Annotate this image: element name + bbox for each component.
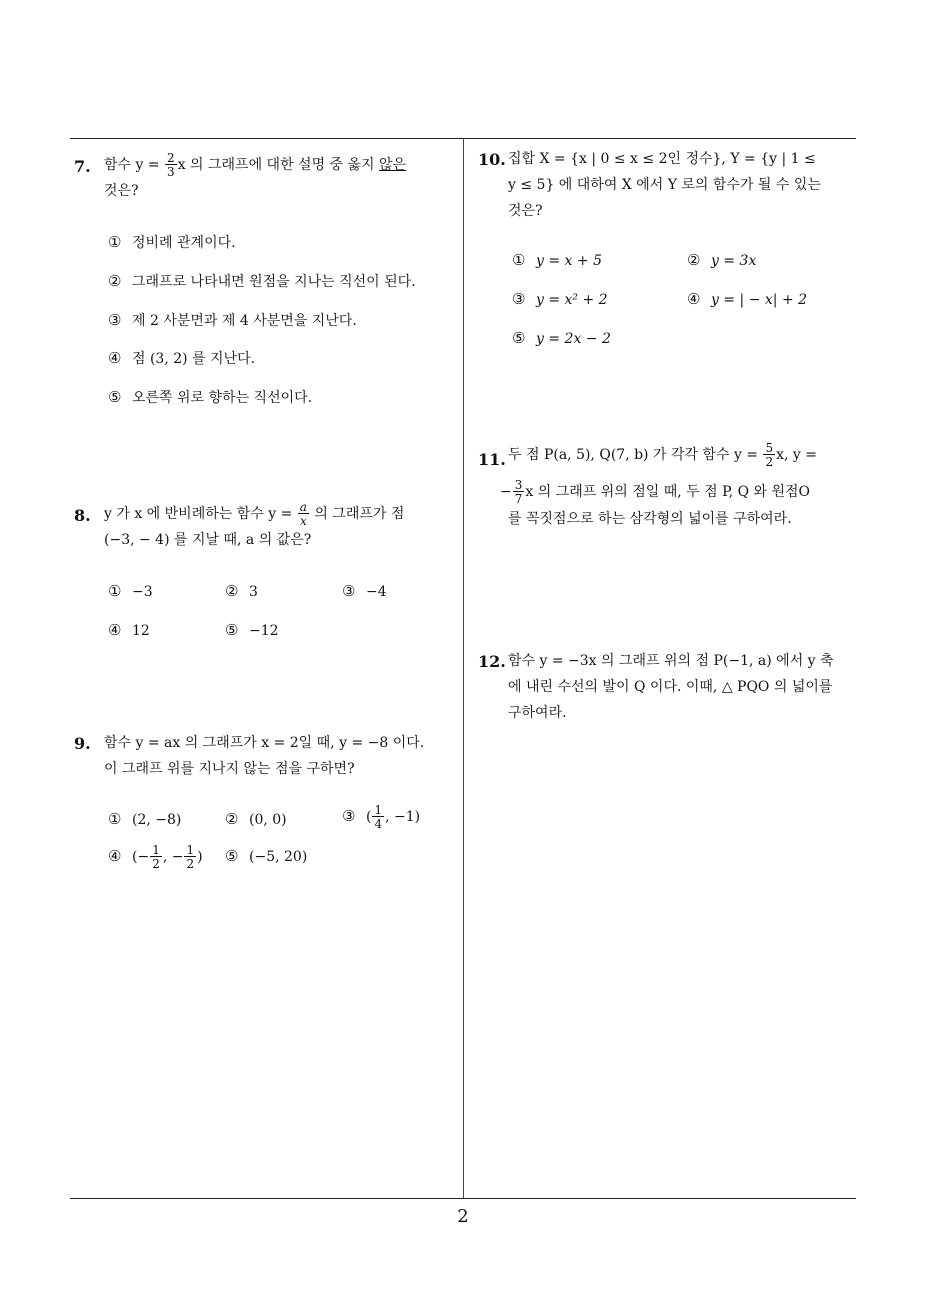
q12-line1: 함수 y = −3x 의 그래프 위의 점 P(−1, a) 에서 y 축 — [508, 653, 834, 669]
choice-text: 12 — [132, 623, 150, 639]
choice-text: −4 — [366, 584, 387, 600]
frac-num: 1 — [186, 843, 195, 857]
choice-post: ) — [197, 849, 203, 865]
choice-mark: ⑤ — [225, 847, 239, 865]
choice-mark: ④ — [108, 349, 122, 367]
q11-mid2: x 의 그래프 위의 점일 때, 두 점 P, Q 와 원점O — [525, 484, 810, 500]
q8-frac-num: a — [299, 500, 307, 514]
q12-line2: 에 내린 수선의 발이 Q 이다. 이때, △ PQO 의 넓이를 — [508, 679, 833, 695]
frac-num: 3 — [514, 478, 523, 492]
choice-mark: ⑤ — [225, 621, 239, 639]
q9-c3-fraction — [372, 804, 384, 830]
choice-text: (−5, 20) — [249, 849, 308, 865]
q10-stem — [508, 146, 860, 224]
frac-den: 7 — [514, 492, 523, 506]
q8-choice-1[interactable] — [108, 582, 153, 600]
choice-pre: ( — [366, 809, 372, 825]
choice-text: y = 2x − 2 — [536, 331, 611, 347]
choice-text: y = x + 5 — [536, 253, 602, 269]
bottom-rule — [70, 1198, 856, 1199]
choice-mark: ③ — [512, 290, 526, 308]
choice-text: y = | − x| + 2 — [711, 292, 808, 308]
page-number: 2 — [457, 1206, 469, 1227]
q12-number: 12. — [478, 652, 506, 671]
q10-choice-2[interactable] — [687, 251, 756, 269]
choice-mark: ① — [108, 810, 122, 828]
q8-fraction — [298, 501, 309, 527]
choice-text: 오른쪽 위로 향하는 직선이다. — [132, 390, 313, 406]
q10-choice-1[interactable] — [512, 251, 602, 269]
q7-frac-den: 3 — [167, 165, 175, 179]
frac-num: 1 — [374, 803, 383, 817]
q9-stem — [104, 730, 460, 782]
q12-line3: 구하여라. — [508, 705, 567, 721]
q11-line2 — [500, 477, 862, 507]
q10-line3: 것은? — [508, 203, 543, 219]
choice-text: (0, 0) — [249, 812, 287, 828]
q9-line1: 함수 y = ax 의 그래프가 x = 2일 때, y = −8 이다. — [104, 735, 425, 751]
q7-mid: x 의 그래프에 대한 설명 중 옳지 — [177, 157, 380, 173]
choice-mark: ③ — [342, 807, 356, 825]
choice-pre: (− — [132, 849, 150, 865]
choice-text: y = 3x — [711, 253, 757, 269]
choice-mark: ④ — [687, 290, 701, 308]
q7-pre: 함수 y = — [104, 157, 165, 173]
choice-mark: ⑤ — [512, 329, 526, 347]
choice-mark: ① — [512, 251, 526, 269]
q8-choice-4[interactable] — [108, 621, 150, 639]
q7-choice-5[interactable] — [108, 387, 312, 407]
q10-choice-3[interactable] — [512, 290, 608, 308]
choice-mark: ① — [108, 233, 122, 251]
q9-choice-5[interactable] — [225, 847, 307, 865]
q8-choice-3[interactable] — [342, 582, 387, 600]
q9-choice-3[interactable] — [342, 804, 420, 830]
q9-line2: 이 그래프 위를 지나지 않는 점을 구하면? — [104, 761, 355, 777]
q11-number: 11. — [478, 450, 506, 469]
q9-choice-1[interactable] — [108, 810, 181, 828]
q8-choice-5[interactable] — [225, 621, 279, 639]
q8-number: 8. — [74, 506, 91, 525]
choice-mark: ③ — [108, 311, 122, 329]
q9-number: 9. — [74, 734, 91, 753]
choice-mark: ② — [225, 582, 239, 600]
frac-num: 5 — [765, 441, 774, 455]
q7-choice-2[interactable] — [108, 271, 416, 291]
choice-mark: ④ — [108, 621, 122, 639]
q8-pre: y 가 x 에 반비례하는 함수 y = — [104, 506, 297, 522]
frac-num: 1 — [152, 843, 160, 857]
choice-text: (2, −8) — [132, 812, 182, 828]
q7-line2: 것은? — [104, 183, 139, 199]
choice-text: y = x² + 2 — [536, 292, 608, 308]
q7-choice-4[interactable] — [108, 348, 255, 368]
choice-mark: ① — [108, 582, 122, 600]
q11-mid1: x, y = — [776, 447, 818, 463]
q10-choice-5[interactable] — [512, 329, 611, 347]
q7-number: 7. — [74, 157, 91, 176]
q11-line3: 를 꼭짓점으로 하는 삼각형의 넓이를 구하여라. — [508, 511, 792, 527]
q10-choice-4[interactable] — [687, 290, 807, 308]
choice-text: −3 — [132, 584, 153, 600]
q9-c4-fraction-1 — [150, 844, 162, 870]
choice-mark: ④ — [108, 847, 122, 865]
frac-den: 2 — [186, 857, 195, 871]
q8-choice-2[interactable] — [225, 582, 258, 600]
q12-stem — [508, 648, 864, 726]
q9-choice-2[interactable] — [225, 810, 287, 828]
frac-den: 2 — [765, 455, 774, 469]
choice-mark: ② — [108, 272, 122, 290]
choice-mark: ⑤ — [108, 388, 122, 406]
q11-stem — [508, 440, 860, 470]
choice-text: 점 (3, 2) 를 지난다. — [132, 351, 256, 367]
q11-fraction-2 — [513, 479, 525, 505]
choice-mark: ② — [225, 810, 239, 828]
q10-line2: y ≤ 5} 에 대하여 X 에서 Y 로의 함수가 될 수 있는 — [508, 177, 821, 193]
choice-text: 정비례 관계이다. — [132, 235, 236, 251]
q10-line1: 집합 X = {x | 0 ≤ x ≤ 2인 정수}, Y = {y | 1 ≤ — [508, 151, 816, 167]
choice-text: 3 — [249, 584, 258, 600]
choice-text: −12 — [249, 623, 279, 639]
q10-number: 10. — [478, 150, 506, 169]
choice-mark: ② — [687, 251, 701, 269]
choice-text: 제 2 사분면과 제 4 사분면을 지난다. — [132, 313, 357, 329]
q7-choice-3[interactable] — [108, 310, 357, 330]
q9-choice-4[interactable] — [108, 844, 203, 870]
q11-fraction-1 — [763, 442, 775, 468]
column-divider — [463, 138, 464, 1199]
frac-den: 4 — [374, 817, 383, 831]
q8-frac-den: x — [299, 514, 307, 528]
q7-stem — [104, 152, 456, 204]
choice-post: , −1) — [385, 809, 421, 825]
q7-choice-1[interactable] — [108, 232, 236, 252]
q9-c4-fraction-2 — [184, 844, 196, 870]
choice-mark: ③ — [342, 582, 356, 600]
frac-den: 2 — [152, 857, 160, 871]
choice-mid: , − — [162, 849, 184, 865]
q8-line2: (−3, − 4) 를 지날 때, a 의 값은? — [104, 532, 312, 548]
q7-frac-num: 2 — [167, 151, 175, 165]
q8-mid: 의 그래프가 점 — [309, 506, 405, 522]
choice-text: 그래프로 나타내면 원점을 지나는 직선이 된다. — [132, 274, 416, 290]
q11-pre: 두 점 P(a, 5), Q(7, b) 가 각각 함수 y = — [508, 447, 763, 463]
q7-fraction — [165, 152, 177, 178]
q11-minus: − — [500, 484, 512, 500]
q8-stem — [104, 501, 456, 553]
q7-underlined-word: 않은 — [379, 157, 407, 173]
